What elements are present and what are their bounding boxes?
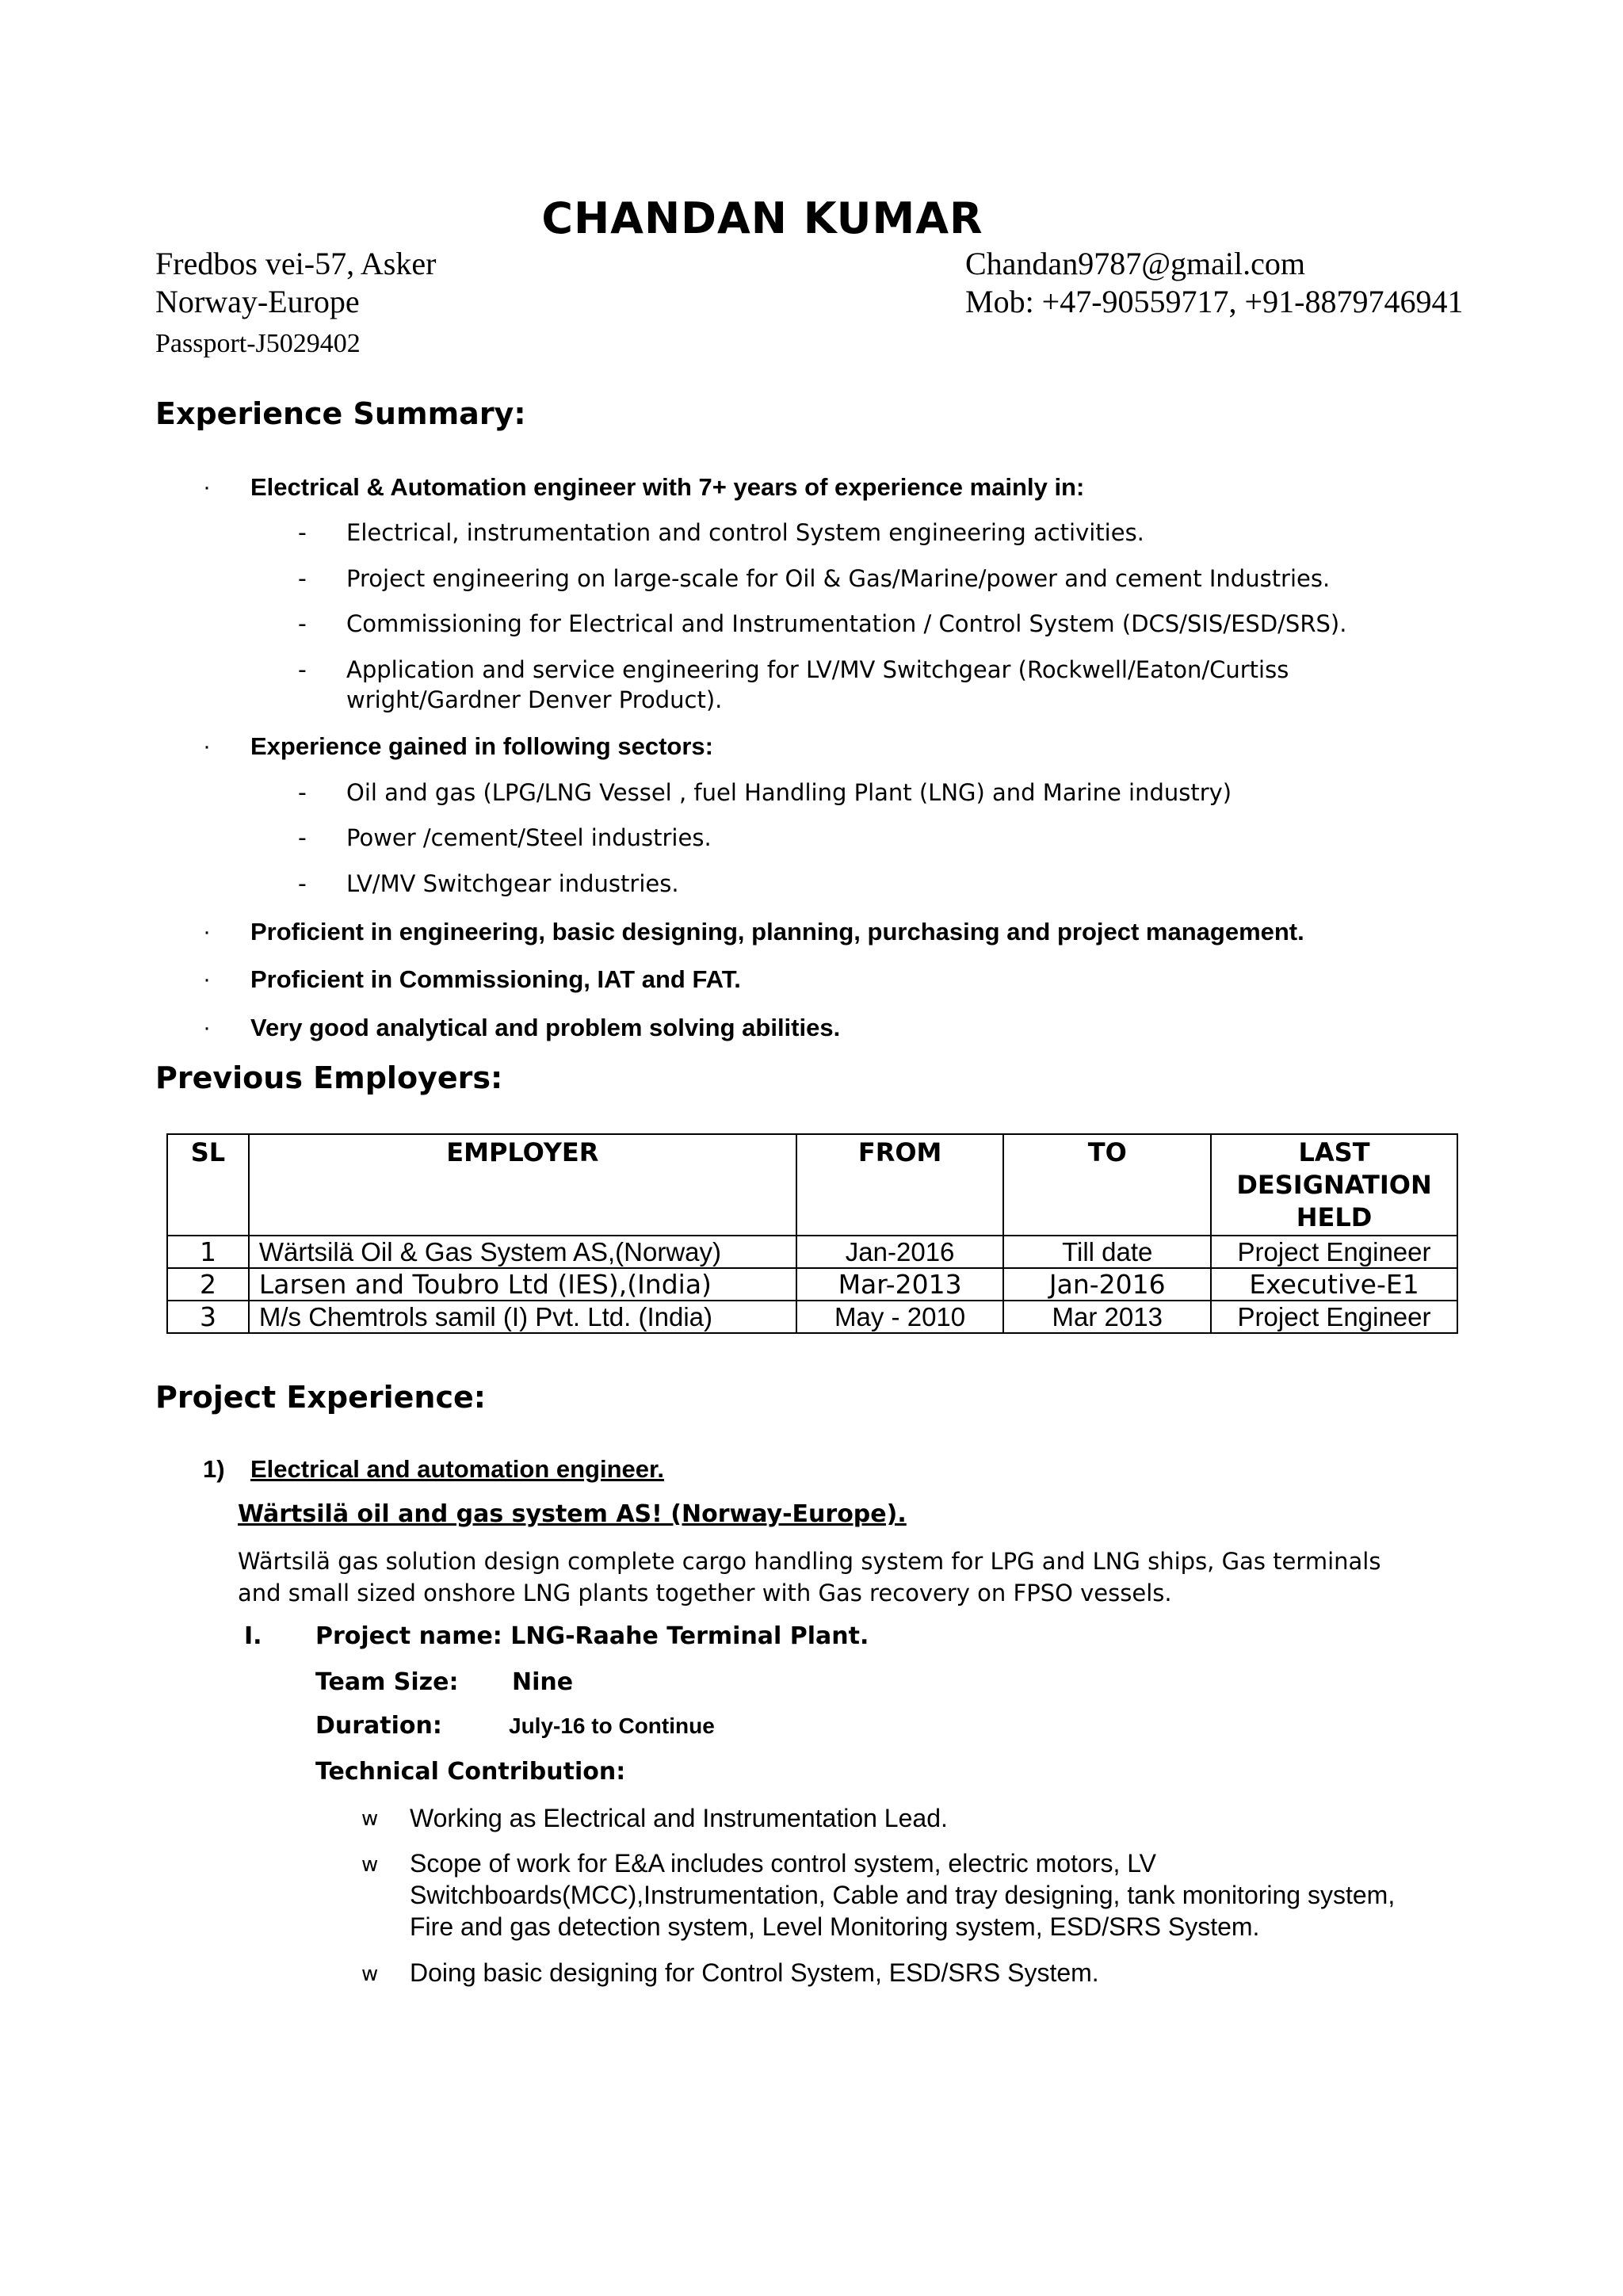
contribution-line: Working as Electrical and Instrumentation Lead. [410,1804,948,1832]
summary-bullet: Experience gained in following sectors: [250,732,713,760]
table-header-row [167,1134,1457,1236]
contribution-line: Fire and gas detection system, Level Monitoring system, ESD/SRS System. [410,1912,1260,1941]
dash-symbol: - [298,519,307,547]
address-line-1: Fredbos vei-57, Asker [155,246,437,281]
project-company: Wärtsilä oil and gas system AS! (Norway-Europe). [238,1500,907,1528]
employers-table [166,1133,1458,1334]
contribution-line: Scope of work for E&A includes control system, electric motors, LV [410,1849,1156,1878]
contribution-bullet-icon: w [361,1807,379,1831]
cell-from: Mar-2013 [796,1268,1004,1301]
bullet-symbol: · [203,733,211,759]
contribution-item [410,1802,948,1834]
bullet-symbol: · [203,1014,211,1041]
cell-sl: 2 [167,1268,249,1301]
dash-symbol: - [298,610,307,638]
duration-value: July-16 to Continue [509,1713,715,1738]
bullet-symbol: · [203,966,211,992]
contribution-line: Switchboards(MCC),Instrumentation, Cable and tray designing, tank monitoring system, [410,1881,1396,1909]
contribution-item [410,1957,1099,1988]
cell-to: Till date [1003,1236,1211,1268]
summary-sub-item: Application and service engineering for LV/MV Switchgear (Rockwell/Eaton/Curtiss [346,656,1289,683]
column-header-designation: LAST DESIGNATION HELD [1211,1134,1457,1236]
cell-designation: Project Engineer [1211,1236,1457,1268]
summary-sub-item-continued: wright/Gardner Denver Product). [346,686,723,713]
dash-symbol: - [298,824,307,852]
candidate-name: CHANDAN KUMAR [541,193,983,243]
contribution-bullet-icon: w [361,1962,379,1986]
summary-bullet: Electrical & Automation engineer with 7+ years of experience mainly in: [250,473,1085,501]
cell-designation: Executive-E1 [1211,1268,1457,1301]
cell-to: Jan-2016 [1003,1268,1211,1301]
dash-symbol: - [298,779,307,807]
project-roman-number: I. [244,1622,262,1650]
experience-summary-heading: Experience Summary: [155,396,526,431]
address-line-2: Norway-Europe [155,284,360,319]
description-line: and small sized onshore LNG plants together with Gas recovery on FPSO vessels. [238,1580,1172,1606]
project-name: Project name: LNG-Raahe Terminal Plant. [315,1622,869,1650]
cell-employer: M/s Chemtrols samil (I) Pvt. Ltd. (India) [249,1301,796,1333]
team-size-value: Nine [512,1668,574,1696]
cell-from: Jan-2016 [796,1236,1004,1268]
project-role: Electrical and automation engineer. [250,1455,664,1483]
summary-sub-item: Electrical, instrumentation and control System engineering activities. [346,519,1144,546]
project-number: 1) [203,1455,225,1483]
contribution-item [410,1847,1395,1943]
description-line: Wärtsilä gas solution design complete cargo handling system for LPG and LNG ships, Gas terminals [238,1548,1381,1575]
column-header-to: TO [1003,1134,1211,1236]
summary-sub-item: Oil and gas (LPG/LNG Vessel , fuel Handling Plant (LNG) and Marine industry) [346,779,1232,806]
cell-employer: Larsen and Toubro Ltd (IES),(India) [249,1268,796,1301]
cell-to: Mar 2013 [1003,1301,1211,1333]
summary-sub-item: LV/MV Switchgear industries. [346,870,679,897]
cell-sl: 1 [167,1236,249,1268]
column-header-sl: SL [167,1134,249,1236]
table-row [167,1236,1457,1268]
team-size-label: Team Size: [315,1668,459,1696]
passport-number: Passport-J5029402 [155,329,361,358]
dash-symbol: - [298,656,307,684]
column-header-from: FROM [796,1134,1004,1236]
table-row [167,1301,1457,1333]
summary-bullet: Very good analytical and problem solving abilities. [250,1014,841,1041]
project-experience-heading: Project Experience: [155,1380,486,1415]
cell-employer: Wärtsilä Oil & Gas System AS,(Norway) [249,1236,796,1268]
technical-contribution-label: Technical Contribution: [315,1758,626,1786]
company-description [238,1545,1381,1609]
table-row [167,1268,1457,1301]
dash-symbol: - [298,870,307,898]
summary-bullet: Proficient in engineering, basic designing, planning, purchasing and project management. [250,918,1304,946]
cell-from: May - 2010 [796,1301,1004,1333]
mobile-numbers: Mob: +47-90559717, +91-8879746941 [965,284,1464,319]
email-address: Chandan9787@gmail.com [965,246,1305,281]
bullet-symbol: · [203,474,211,500]
duration-label: Duration: [315,1712,442,1740]
cell-sl: 3 [167,1301,249,1333]
summary-sub-item: Power /cement/Steel industries. [346,824,712,851]
summary-sub-item: Commissioning for Electrical and Instrumentation / Control System (DCS/SIS/ESD/SRS). [346,610,1347,637]
summary-bullet: Proficient in Commissioning, IAT and FAT. [250,965,741,993]
summary-sub-item: Project engineering on large-scale for Oil & Gas/Marine/power and cement Industries. [346,565,1331,592]
contribution-bullet-icon: w [361,1853,379,1877]
previous-employers-heading: Previous Employers: [155,1060,503,1095]
contribution-line: Doing basic designing for Control System, ESD/SRS System. [410,1958,1099,1987]
cell-designation: Project Engineer [1211,1301,1457,1333]
column-header-employer: EMPLOYER [249,1134,796,1236]
dash-symbol: - [298,565,307,593]
bullet-symbol: · [203,919,211,945]
